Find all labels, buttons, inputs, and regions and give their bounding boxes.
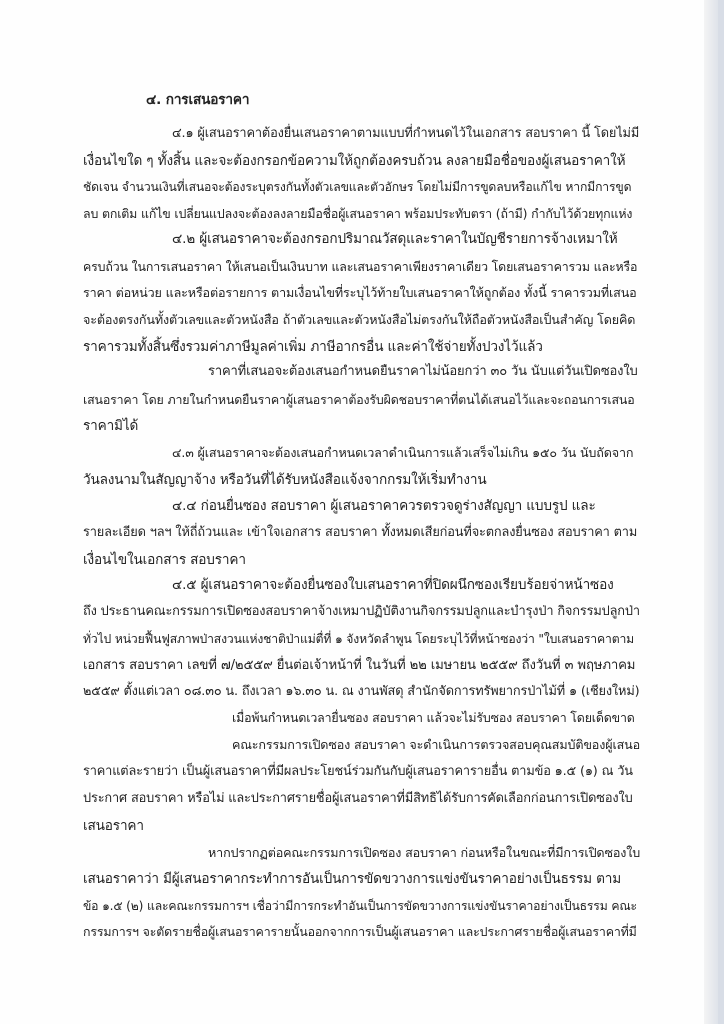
text-line: เสนอราคา โดย ภายในกำหนดยืนราคาผู้เสนอราคาต้องรับผิดชอบราคาที่ตนได้เสนอไว้และจะถอนการเสนอ <box>83 392 635 407</box>
text-line: เงื่อนไขใด ๆ ทั้งสิ้น และจะต้องกรอกข้อความให้ถูกต้องครบถ้วน ลงลายมือชื่อของผู้เสนอราคาให้ <box>83 153 626 169</box>
text-line: ราคา ต่อหน่วย และหรือต่อรายการ ตามเงื่อนไขที่ระบุไว้ท้ายใบเสนอราคาให้ถูกต้อง ทั้งนี้ ราคารวมที่เสนอ <box>83 285 637 300</box>
text-line: ชัดเจน จำนวนเงินที่เสนอจะต้องระบุตรงกันทั้งตัวเลขและตัวอักษร โดยไม่มีการขูดลบหรือแก้ไข หากมีการขูด <box>83 180 632 194</box>
text-line: ถึง ประธานคณะกรรมการเปิดซองสอบราคาจ้างเหมาปฏิบัติงานกิจกรรมปลูกและบำรุงป่า กิจกรรมปลูกป่า <box>83 604 640 619</box>
text-line: ครบถ้วน ในการเสนอราคา ให้เสนอเป็นเงินบาท และเสนอราคาเพียงราคาเดียว โดยเสนอราคารวม และหรือ <box>83 259 638 274</box>
text-line: ลบ ตกเติม แก้ไข เปลี่ยนแปลงจะต้องลงลายมือชื่อผู้เสนอราคา พร้อมประทับตรา (ถ้ามี) กำกับไว้ด้วยทุกแห่ง <box>83 206 633 221</box>
text-line: ราคาที่เสนอจะต้องเสนอกำหนดยืนราคาไม่น้อยกว่า ๓๐ วัน นับแต่วันเปิดซองใบ <box>208 364 638 379</box>
text-line: ๔.๕ ผู้เสนอราคาจะต้องยื่นซองใบเสนอราคาที่ปิดผนึกซองเรียบร้อยจ่าหน้าซอง <box>172 577 614 593</box>
text-line: วันลงนามในสัญญาจ้าง หรือวันที่ได้รับหนังสือแจ้งจากกรมให้เริ่มทำงาน <box>83 472 487 488</box>
page-edge-shadow <box>704 0 718 1024</box>
section-heading: ๔. การเสนอราคา <box>146 92 250 108</box>
text-line: ๔.๑ ผู้เสนอราคาต้องยื่นเสนอราคาตามแบบที่กำหนดไว้ในเอกสาร สอบราคา นี้ โดยไม่มี <box>172 126 640 141</box>
text-line: ราคามิได้ <box>83 418 139 434</box>
text-line: ประกาศ สอบราคา หรือไม่ และประกาศรายชื่อผู้เสนอราคาที่มีสิทธิได้รับการคัดเลือกก่อนการเปิดซองใบ <box>83 791 633 806</box>
text-line: หากปรากฏต่อคณะกรรมการเปิดซอง สอบราคา ก่อนหรือในขณะที่มีการเปิดซองใบ <box>208 845 641 860</box>
text-line: กรรมการฯ จะตัดรายชื่อผู้เสนอราคารายนั้นออกจากการเป็นผู้เสนอราคา และประกาศรายชื่อผู้เสนอราคาที่มี <box>83 924 637 939</box>
text-line: คณะกรรมการเปิดซอง สอบราคา จะดำเนินการตรวจสอบคุณสมบัติของผู้เสนอ <box>232 737 641 752</box>
text-line: เสนอราคา <box>83 818 144 834</box>
text-line: เอกสาร สอบราคา เลขที่ ๗/๒๕๕๙ ยื่นต่อเจ้าหน้าที่ ในวันที่ ๒๒ เมษายน ๒๕๕๙ ถึงวันที่ ๓ พฤษภาคม <box>83 658 636 673</box>
text-line: ทั่วไป หน่วยฟื้นฟูสภาพป่าสงวนแห่งชาติป่าแม่ตื่ที่ ๑ จังหวัดลำพูน โดยระบุไว้ที่หน้าซองว่า "ใบเสนอราคาตาม <box>83 632 635 646</box>
text-line: เสนอราคาว่า มีผู้เสนอราคากระทำการอันเป็นการขัดขวางการแข่งขันราคาอย่างเป็นธรรม ตาม <box>83 871 622 887</box>
text-line: จะต้องตรงกันทั้งตัวเลขและตัวหนังสือ ถ้าตัวเลขและตัวหนังสือไม่ตรงกันให้ถือตัวหนังสือเป็นสำคัญ โดยคิด <box>83 312 636 327</box>
text-line: เมื่อพ้นกำหนดเวลายื่นซอง สอบราคา แล้วจะไม่รับซอง สอบราคา โดยเด็ดขาด <box>232 710 635 725</box>
text-line: ๔.๔ ก่อนยื่นซอง สอบราคา ผู้เสนอราคาควรตรวจดูร่างสัญญา แบบรูป และ <box>172 498 596 514</box>
text-line: ข้อ ๑.๕ (๒) และคณะกรรมการฯ เชื่อว่ามีการกระทำอันเป็นการขัดขวางการแข่งขันราคาอย่างเป็นธรรม คณะ <box>83 899 637 913</box>
text-line: ๒๕๕๙ ตั้งแต่เวลา ๐๘.๓๐ น. ถึงเวลา ๑๖.๓๐ น. ณ งานพัสดุ สำนักจัดการทรัพยากรป่าไม้ที่ ๑ (เชียงใหม่) <box>83 684 640 699</box>
text-line: ๔.๓ ผู้เสนอราคาจะต้องเสนอกำหนดเวลาดำเนินการแล้วเสร็จไม่เกิน ๑๕๐ วัน นับถัดจาก <box>172 445 634 460</box>
text-line: ราคารวมทั้งสิ้นซึ่งรวมค่าภาษีมูลค่าเพิ่ม ภาษีอากรอื่น และค่าใช้จ่ายทั้งปวงไว้แล้ว <box>83 339 543 355</box>
text-line: รายละเอียด ฯลฯ ให้ถี่ถ้วนและ เข้าใจเอกสาร สอบราคา ทั้งหมดเสียก่อนที่จะตกลงยื่นซอง สอบราคา ตาม <box>83 525 638 540</box>
text-line: ๔.๒ ผู้เสนอราคาจะต้องกรอกปริมาณวัสดุและราคาในบัญชีรายการจ้างเหมาให้ <box>172 231 618 247</box>
text-line: ราคาแต่ละรายว่า เป็นผู้เสนอราคาที่มีผลประโยชน์ร่วมกันกับผู้เสนอราคารายอื่น ตามข้อ ๑.๕ (๑) ณ วัน <box>83 764 633 779</box>
text-line: เงื่อนไขในเอกสาร สอบราคา <box>83 552 246 568</box>
